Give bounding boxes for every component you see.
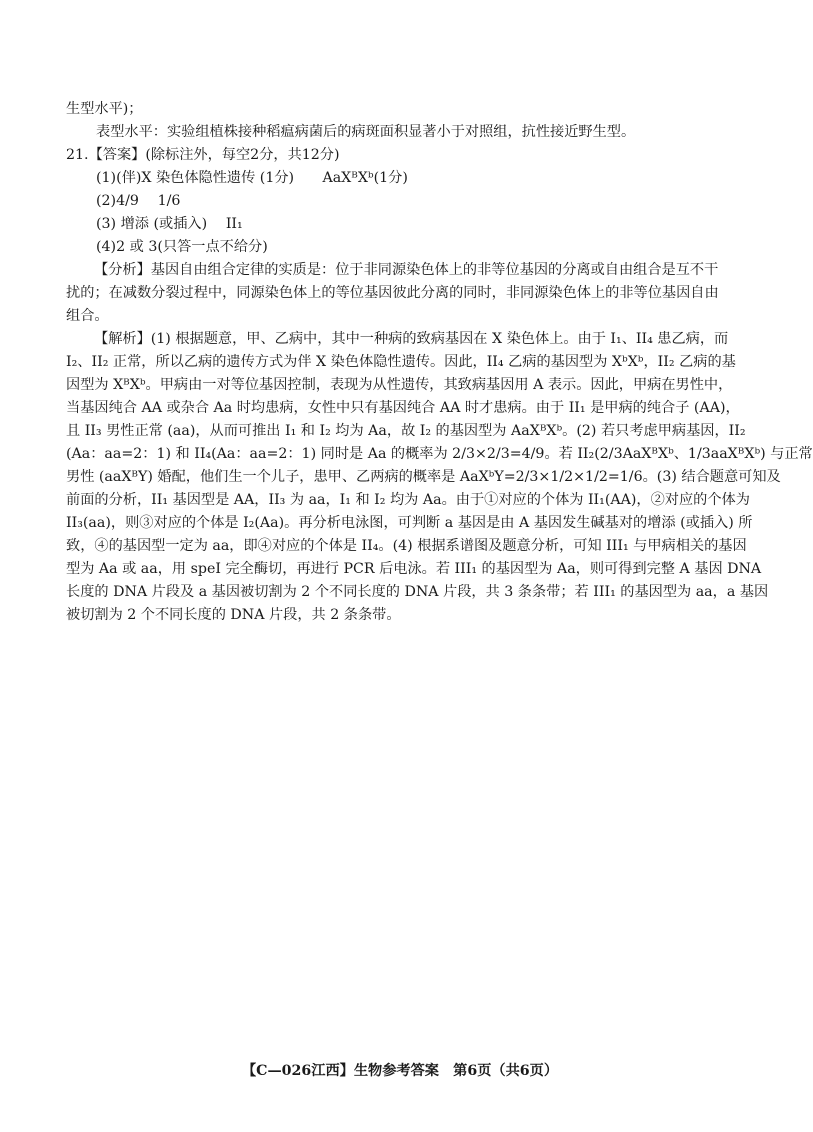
text-line: 前面的分析，II₁ 基因型是 AA，II₃ 为 aa，I₁ 和 I₂ 均为 Aa。由于①对应的个体为 II₁(AA)，②对应的个体为: [66, 492, 750, 508]
answer-item: (2)4/9 1/6: [96, 193, 181, 209]
page-footer: 【C—026江西】生物参考答案 第6页（共6页）: [241, 1063, 559, 1079]
text-line: 因型为 XᴮXᵇ。甲病由一对等位基因控制，表现为从性遗传，其致病基因用 A 表示。因此，甲病在男性中，: [66, 377, 733, 393]
answer-item: (1)(伴)X 染色体隐性遗传 (1分) AaXᴮXᵇ(1分): [96, 170, 408, 186]
text-line: 型为 Aa 或 aa，用 speI 完全酶切，再进行 PCR 后电泳。若 III₁ 的基因型为 Aa，则可得到完整 A 基因 DNA: [66, 561, 762, 577]
answer-item: (4)2 或 3(只答一点不给分): [96, 239, 268, 255]
text-line: 被切割为 2 个不同长度的 DNA 片段，共 2 条条带。: [66, 607, 401, 623]
answer-text: [66, 98, 813, 627]
text-line: 且 II₃ 男性正常 (aa)，从而可推出 I₁ 和 I₂ 均为 Aa，故 I₂ 的基因型为 AaXᴮXᵇ。(2) 若只考虑甲病基因，II₂: [66, 423, 746, 439]
text-line: 表型水平：实验组植株接种稻瘟病菌后的病斑面积显著小于对照组，抗性接近野生型。: [96, 124, 636, 140]
text-line: I₂、II₂ 正常，所以乙病的遗传方式为伴 X 染色体隐性遗传。因此，II₄ 乙病的基因型为 XᵇXᵇ，II₂ 乙病的基: [66, 354, 736, 370]
answer-item: (3) 增添 (或插入) II₁: [96, 216, 243, 232]
analysis-heading: 【分析】基因自由组合定律的实质是：位于非同源染色体上的非等位基因的分离或自由组合是互不干: [94, 262, 719, 278]
text-line: 致，④的基因型一定为 aa，即④对应的个体是 II₄。(4) 根据系谱图及题意分析，可知 III₁ 与甲病相关的基因: [66, 538, 747, 554]
text-line: (Aa：aa=2：1) 和 II₄(Aa：aa=2：1) 同时是 Aa 的概率为 2/3×2/3=4/9。若 II₂(2/3AaXᴮXᵇ、1/3aaXᴮXᵇ) 与正常: [66, 446, 813, 462]
explanation-heading: 【解析】(1) 根据题意，甲、乙病中，其中一种病的致病基因在 X 染色体上。由于 I₁、II₄ 患乙病，而: [94, 331, 729, 347]
text-line: 组合。: [66, 308, 109, 324]
text-line: 扰的；在减数分裂过程中，同源染色体上的等位基因彼此分离的同时，非同源染色体上的非等位基因自由: [66, 285, 719, 301]
question-heading: 21.【答案】(除标注外，每空2分，共12分): [66, 147, 340, 163]
text-line: 当基因纯合 AA 或杂合 Aa 时均患病，女性中只有基因纯合 AA 时才患病。由于 II₁ 是甲病的纯合子 (AA)，: [66, 400, 740, 416]
text-line: 男性 (aaXᴮY) 婚配，他们生一个儿子，患甲、乙两病的概率是 AaXᵇY=2/3×1/2×1/2=1/6。(3) 结合题意可知及: [66, 469, 781, 485]
text-line: 长度的 DNA 片段及 a 基因被切割为 2 个不同长度的 DNA 片段，共 3 条条带；若 III₁ 的基因型为 aa，a 基因: [66, 584, 769, 600]
text-line: II₃(aa)，则③对应的个体是 I₂(Aa)。再分析电泳图，可判断 a 基因是由 A 基因发生碱基对的增添 (或插入) 所: [66, 515, 753, 531]
text-line: 生型水平)；: [66, 101, 143, 117]
